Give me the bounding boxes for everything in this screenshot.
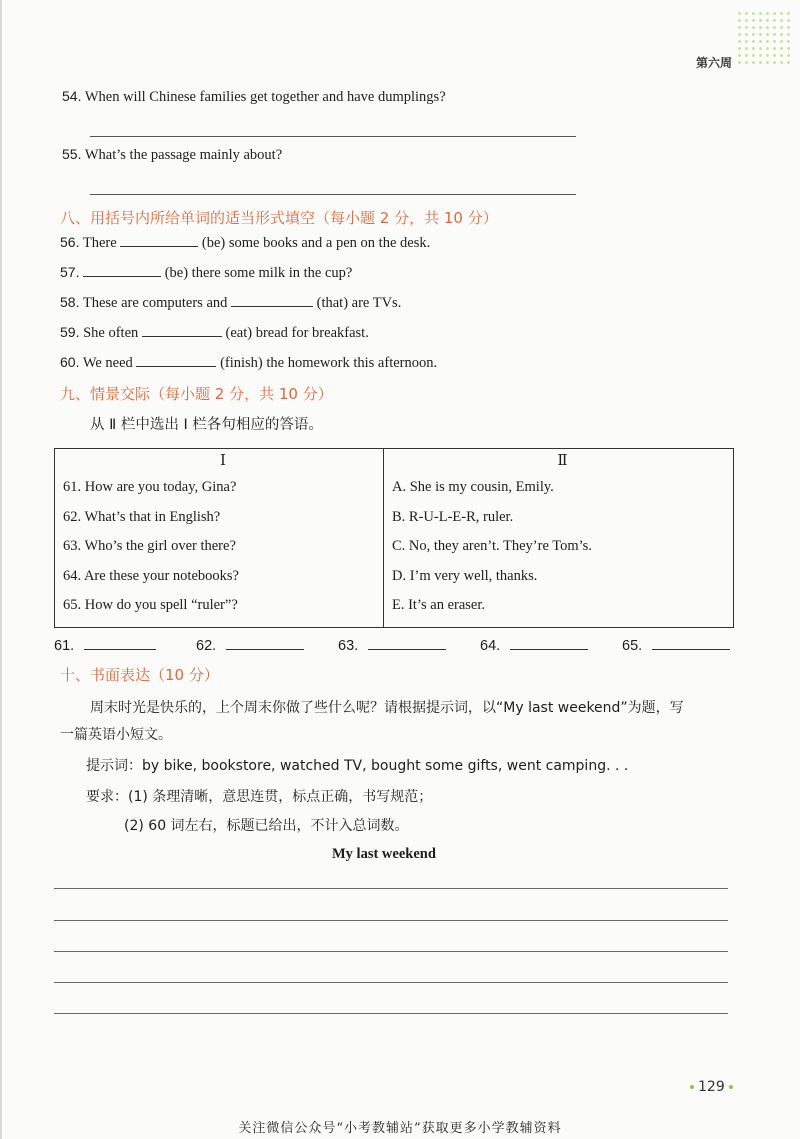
matching-table [54,448,734,628]
question-60 [60,353,437,372]
question-56 [60,233,430,252]
answer-63 [338,636,446,654]
answer-blank-61[interactable] [84,636,156,650]
writing-line[interactable] [54,982,728,983]
section-9-instruction: 从 Ⅱ 栏中选出 Ⅰ 栏各句相应的答语。 [90,417,323,433]
section-9-title: 九、情景交际（每小题 2 分，共 10 分） [60,385,333,403]
question-text-after: (be) there some milk in the cup? [164,265,353,281]
question-text-before: She often [83,325,139,341]
question-58 [60,293,401,312]
fill-blank-59[interactable] [142,323,222,337]
question-number: 58. [60,294,80,310]
question-57 [60,263,352,282]
page-number-text: 129 [698,1079,725,1095]
question-number: 57. [60,264,80,280]
question-text-after: (finish) the homework this afternoon. [220,355,438,371]
fill-blank-58[interactable] [231,293,313,307]
column-1 [55,449,384,628]
essay-title: My last weekend [332,846,436,862]
question-54 [62,88,446,106]
dialogue-response: E. It’s an eraser. [392,597,486,613]
dialogue-response: C. No, they aren’t. They’re Tom’s. [392,538,592,554]
question-number: 55. [62,146,82,162]
question-text: When will Chinese families get together and have dumplings? [84,89,446,105]
dialogue-prompt: 64. Are these your notebooks? [63,567,239,584]
question-59 [60,323,369,342]
answer-number: 64. [480,638,501,654]
essay-hints: 提示词：by bike, bookstore, watched TV, bought some gifts, went camping. . . [86,758,629,774]
writing-line[interactable] [54,951,728,952]
column-1-header: Ⅰ [220,453,226,469]
page-edge [0,0,2,1139]
answer-number: 62. [196,638,217,654]
answer-blank-65[interactable] [652,636,730,650]
question-text: What’s the passage mainly about? [84,147,283,163]
writing-line[interactable] [54,1013,728,1014]
dialogue-prompt: 62. What’s that in English? [63,508,221,525]
essay-requirement-1: 要求：(1) 条理清晰，意思连贯，标点正确，书写规范； [86,789,433,805]
column-2 [384,449,734,628]
answer-number: 63. [338,638,359,654]
essay-prompt-line-1: 周末时光是快乐的，上个周末你做了些什么呢？请根据提示词，以“My last weekend”为题，写 [90,700,684,716]
fill-blank-57[interactable] [83,263,161,277]
answer-line-55[interactable] [90,194,576,195]
question-number: 54. [62,88,82,104]
dialogue-prompt: 63. Who’s the girl over there? [63,538,236,554]
column-2-header: Ⅱ [557,453,568,469]
essay-requirement-2: (2) 60 词左右，标题已给出，不计入总词数。 [124,818,409,834]
question-55 [62,146,282,164]
answer-number: 65. [622,638,643,654]
question-number: 56. [60,234,80,250]
answer-number: 61. [54,638,75,654]
footer-watermark: 关注微信公众号“小考教辅站”获取更多小学教辅资料 [238,1121,562,1136]
essay-prompt-line-2: 一篇英语小短文。 [60,727,172,743]
answer-blank-62[interactable] [226,636,304,650]
answer-64 [480,636,588,654]
dialogue-response: B. R-U-L-E-R, ruler. [392,508,514,525]
answer-65 [622,636,730,654]
answer-61 [54,636,156,654]
decorative-dot-grid [736,10,794,68]
question-text-after: (be) some books and a pen on the desk. [201,235,431,251]
question-number: 59. [60,324,80,340]
question-text-before: There [82,235,117,251]
question-text-before: We need [82,355,133,371]
answer-blank-63[interactable] [368,636,446,650]
writing-line[interactable] [54,888,728,889]
fill-blank-56[interactable] [120,233,198,247]
dot-icon [690,1085,694,1089]
page-number [686,1079,737,1095]
answer-blank-64[interactable] [510,636,588,650]
dialogue-prompt: 65. How do you spell “ruler”? [63,597,238,613]
fill-blank-60[interactable] [136,353,216,367]
dialogue-response: D. I’m very well, thanks. [392,567,538,584]
question-number: 60. [60,354,80,370]
answer-row [54,636,744,660]
writing-line[interactable] [54,920,728,921]
section-10-title: 十、书面表达（10 分） [60,666,219,684]
question-text-before: These are computers and [82,295,228,311]
question-text-after: (that) are TVs. [316,295,402,311]
question-text-after: (eat) bread for breakfast. [225,325,369,341]
answer-62 [196,636,304,654]
dialogue-prompt: 61. How are you today, Gina? [63,479,237,495]
answer-line-54[interactable] [90,136,576,137]
dialogue-response: A. She is my cousin, Emily. [392,479,554,495]
dot-icon [729,1085,733,1089]
week-label: 第六周 [696,56,733,70]
section-8-title: 八、用括号内所给单词的适当形式填空（每小题 2 分，共 10 分） [60,209,498,227]
